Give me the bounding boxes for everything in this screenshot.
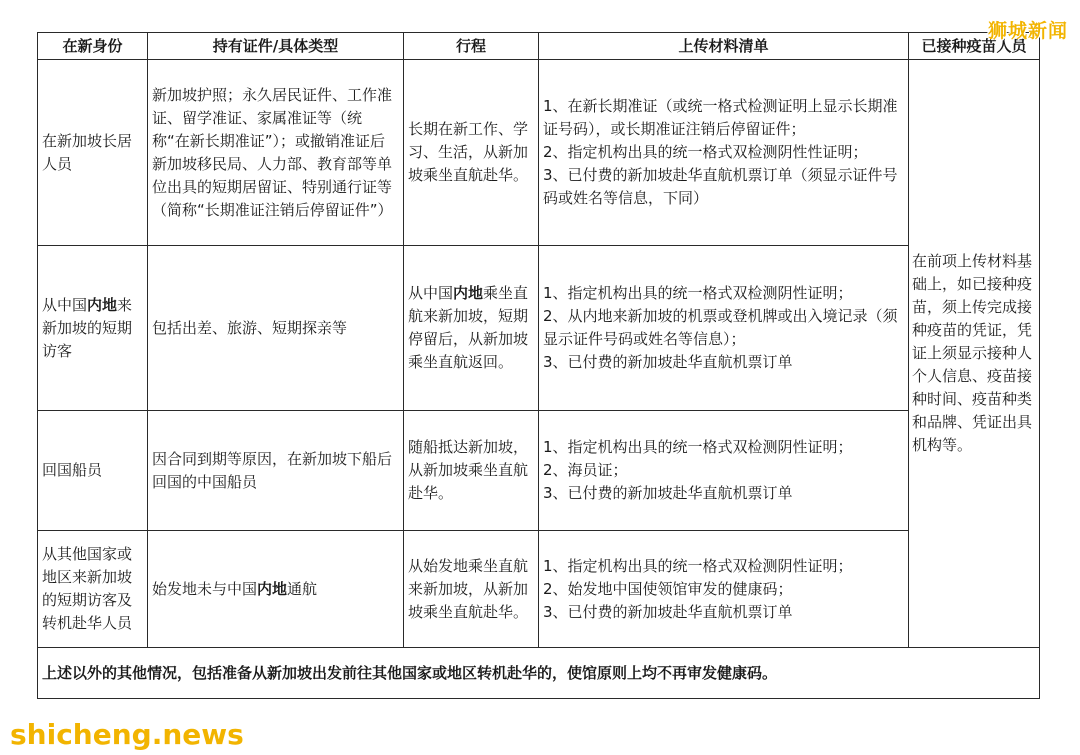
table-row bbox=[38, 60, 1040, 246]
table-row bbox=[38, 246, 1040, 411]
table-row bbox=[38, 411, 1040, 531]
material-item: 1、指定机构出具的统一格式双检测阴性证明； bbox=[543, 438, 853, 456]
table-header-row bbox=[38, 33, 1040, 60]
trip-bold-text: 内地 bbox=[453, 284, 484, 302]
documents-text: 通航 bbox=[287, 579, 318, 598]
material-item: 1、指定机构出具的统一格式双检测阴性证明； bbox=[543, 284, 853, 302]
header-identity: 在新身份 bbox=[38, 33, 148, 60]
material-item: 2、始发地中国使领馆审发的健康码； bbox=[543, 579, 793, 598]
header-vaccinated: 已接种疫苗人员 bbox=[909, 33, 1040, 60]
vaccinated-note-cell: 在前项上传材料基础上，如已接种疫苗，须上传完成接种疫苗的凭证，凭证上须显示接种人个人信息、疫苗接种时间、疫苗种类和品牌、凭证出具机构等。 bbox=[909, 60, 1040, 648]
entry-requirements-table bbox=[37, 32, 1040, 699]
header-materials: 上传材料清单 bbox=[539, 33, 909, 60]
watermark-bottom: shicheng.news bbox=[10, 718, 244, 751]
documents-cell: 因合同到期等原因，在新加坡下船后回国的中国船员 bbox=[148, 411, 404, 531]
trip-cell: 随船抵达新加坡，从新加坡乘坐直航赴华。 bbox=[404, 411, 539, 531]
footer-note-row bbox=[38, 648, 1040, 699]
materials-cell bbox=[539, 411, 909, 531]
material-item: 3、已付费的新加坡赴华直航机票订单（须显示证件号码或姓名等信息，下同） bbox=[543, 166, 898, 207]
identity-text: 从中国 bbox=[42, 295, 88, 314]
documents-bold-text: 内地 bbox=[257, 579, 288, 598]
material-item: 2、指定机构出具的统一格式双检测阴性性证明； bbox=[543, 143, 868, 161]
identity-cell: 回国船员 bbox=[38, 411, 148, 531]
material-item: 3、已付费的新加坡赴华直航机票订单 bbox=[543, 602, 793, 621]
material-item: 3、已付费的新加坡赴华直航机票订单 bbox=[543, 353, 793, 371]
trip-text: 从中国 bbox=[408, 284, 454, 302]
watermark-top: 狮城新闻 bbox=[987, 20, 1068, 42]
material-item: 2、海员证； bbox=[543, 461, 628, 479]
header-documents: 持有证件/具体类型 bbox=[148, 33, 404, 60]
trip-cell: 从始发地乘坐直航来新加坡，从新加坡乘坐直航赴华。 bbox=[404, 531, 539, 648]
identity-cell: 从其他国家或地区来新加坡的短期访客及转机赴华人员 bbox=[38, 531, 148, 648]
materials-cell bbox=[539, 60, 909, 246]
documents-cell: 包括出差、旅游、短期探亲等 bbox=[148, 246, 404, 411]
material-item: 1、指定机构出具的统一格式双检测阴性证明； bbox=[543, 556, 853, 575]
documents-cell bbox=[148, 531, 404, 648]
header-trip: 行程 bbox=[404, 33, 539, 60]
documents-cell: 新加坡护照；永久居民证件、工作准证、留学准证、家属准证等（统称“在新长期准证”）；或撤销准证后新加坡移民局、人力部、教育部等单位出具的短期居留证、特别通行证等（简称“长期准证注销后停留证件”） bbox=[148, 60, 404, 246]
material-item: 2、从内地来新加坡的机票或登机牌或出入境记录（须显示证件号码或姓名等信息）； bbox=[543, 307, 898, 348]
trip-text: 乘坐直航来新加坡，短期停留后，从新加坡乘坐直航返回。 bbox=[408, 284, 529, 371]
trip-cell: 长期在新工作、学习、生活，从新加坡乘坐直航赴华。 bbox=[404, 60, 539, 246]
material-item: 1、在新长期准证（或统一格式检测证明上显示长期准证号码），或长期准证注销后停留证件； bbox=[543, 97, 898, 138]
footer-note: 上述以外的其他情况，包括准备从新加坡出发前往其他国家或地区转机赴华的，使馆原则上均不再审发健康码。 bbox=[38, 648, 1040, 699]
materials-cell bbox=[539, 246, 909, 411]
identity-text: 来新加坡的短期访客 bbox=[42, 295, 133, 360]
documents-text: 始发地未与中国 bbox=[152, 579, 258, 598]
material-item: 3、已付费的新加坡赴华直航机票订单 bbox=[543, 484, 793, 502]
table-row bbox=[38, 531, 1040, 648]
identity-cell: 在新加坡长居人员 bbox=[38, 60, 148, 246]
identity-cell bbox=[38, 246, 148, 411]
materials-cell bbox=[539, 531, 909, 648]
trip-cell bbox=[404, 246, 539, 411]
identity-bold-text: 内地 bbox=[87, 295, 118, 314]
